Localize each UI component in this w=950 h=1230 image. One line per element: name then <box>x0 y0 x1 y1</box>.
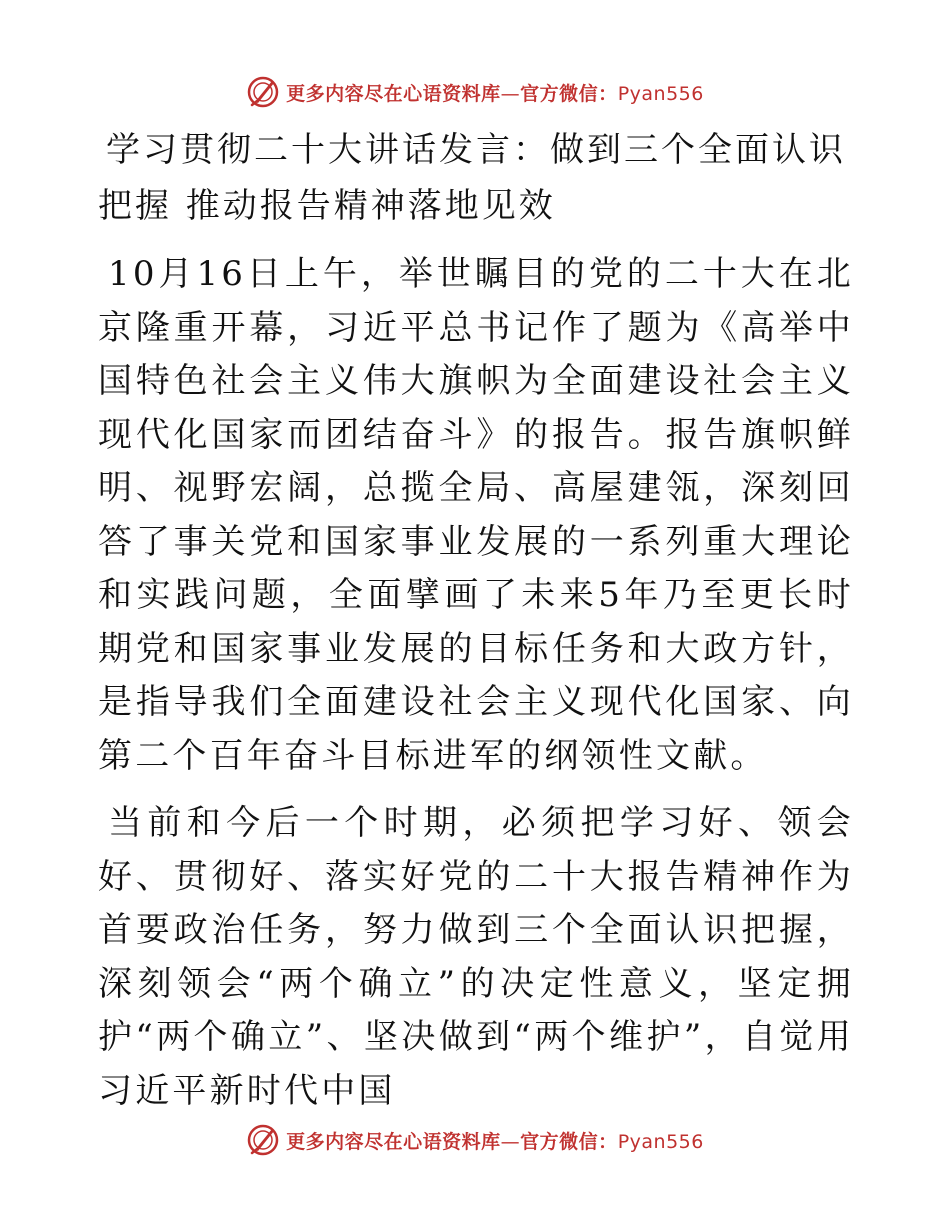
quill-seal-logo-icon <box>246 75 280 109</box>
watermark-main-text: 更多内容尽在心语资料库 <box>286 1130 501 1153</box>
watermark-main-text: 更多内容尽在心语资料库 <box>286 82 501 105</box>
watermark-text <box>286 1127 704 1154</box>
watermark-dash: — <box>500 1130 521 1153</box>
header-watermark <box>0 70 950 114</box>
watermark-wechat-label: 官方微信： <box>520 82 618 105</box>
watermark-wechat-id: Pyan556 <box>617 1130 704 1153</box>
watermark-text <box>286 79 704 106</box>
paragraph-1: 10月16日上午，举世瞩目的党的二十大在北京隆重开幕，习近平总书记作了题为《高举中国特色社会主义伟大旗帜为全面建设社会主义现代化国家而团结奋斗》的报告。报告旗帜鲜明、视野宏阔，总揽全局、高屋建瓴，深刻回答了事关党和国家事业发展的一系列重大理论和实践问题，全面擘画了未来5年乃至更长时期党和国家事业发展的目标任务和大政方针，是指导我们全面建设社会主义现代化国家、向第二个百年奋斗目标进军的纲领性文献。 <box>98 254 854 776</box>
watermark-wechat-label: 官方微信： <box>520 1130 618 1153</box>
paragraph-2: 当前和今后一个时期，必须把学习好、领会好、贯彻好、落实好党的二十大报告精神作为首要政治任务，努力做到三个全面认识把握，深刻领会“两个确立”的决定性意义，坚定拥护“两个确立”、坚决做到“两个维护”，自觉用习近平新时代中国 <box>98 803 854 1111</box>
quill-seal-logo-icon <box>246 1123 280 1157</box>
watermark-dash: — <box>500 82 521 105</box>
document-body <box>98 122 854 1132</box>
watermark-wechat-id: Pyan556 <box>617 82 704 105</box>
document-title: 学习贯彻二十大讲话发言：做到三个全面认识把握 推动报告精神落地见效 <box>98 130 846 226</box>
footer-watermark <box>0 1118 950 1162</box>
